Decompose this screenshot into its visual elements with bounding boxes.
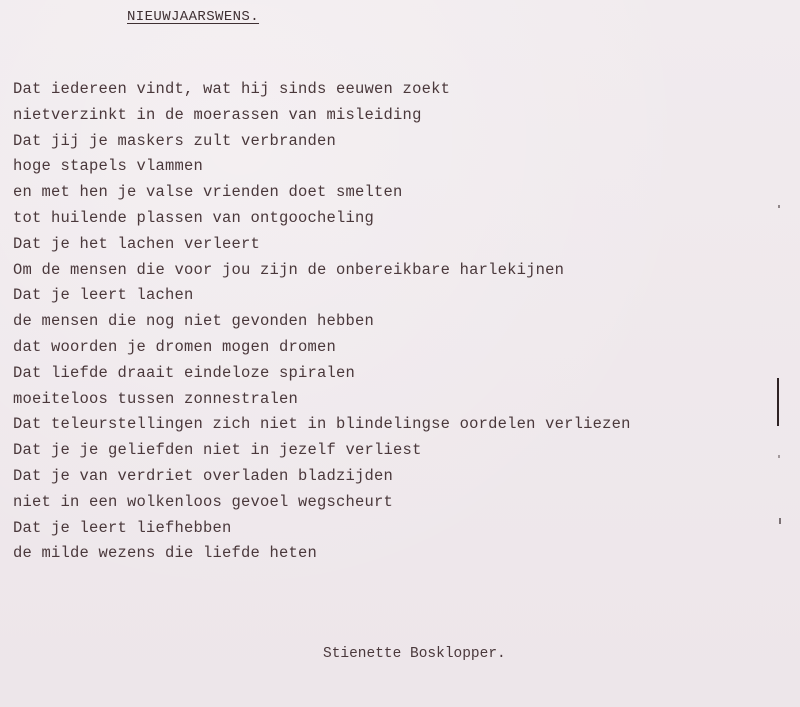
margin-ink-speck (779, 518, 781, 524)
margin-ink-mark (777, 378, 779, 426)
poem-line: Dat iedereen vindt, wat hij sinds eeuwen zoekt (13, 80, 451, 98)
poem-line: en met hen je valse vrienden doet smelten (13, 183, 403, 202)
author-signature: Stienette Bosklopper. (323, 646, 506, 662)
poem-line: Dat liefde draait eindeloze spiralen (13, 363, 356, 382)
poem-line: Dat je je geliefden niet in jezelf verliest (13, 441, 422, 460)
poem-line: de mensen die nog niet gevonden hebben (13, 312, 375, 331)
poem-title: NIEUWJAARSWENS. (127, 9, 260, 25)
poem-body (13, 77, 631, 567)
poem-line: Dat teleurstellingen zich niet in blindelingse oordelen verliezen (13, 415, 631, 434)
poem-line: Dat jij je maskers zult verbranden (13, 131, 337, 150)
poem-line: Dat je leert lachen (13, 286, 194, 305)
poem-line: dat woorden je dromen mogen dromen (13, 337, 337, 356)
poem-line: tot huilende plassen van ontgoocheling (13, 208, 375, 227)
poem-line: de milde wezens die liefde heten (13, 544, 318, 563)
poem-line: niet in een wolkenloos gevoel wegscheurt (13, 492, 394, 511)
poem-line: Dat je het lachen verleert (13, 234, 261, 253)
poem-line: Dat je leert liefhebben (13, 518, 232, 537)
poem-line: nietverzinkt in de moerassen van misleiding (13, 105, 422, 124)
poem-line: Dat je van verdriet overladen bladzijden (13, 466, 394, 485)
poem-line: hoge stapels vlammen (13, 157, 204, 176)
poem-line: Om de mensen die voor jou zijn de onbereikbare harlekijnen (13, 260, 565, 279)
margin-ink-speck (778, 455, 780, 458)
poem-line: moeiteloos tussen zonnestralen (13, 389, 299, 408)
margin-ink-speck (778, 205, 780, 208)
